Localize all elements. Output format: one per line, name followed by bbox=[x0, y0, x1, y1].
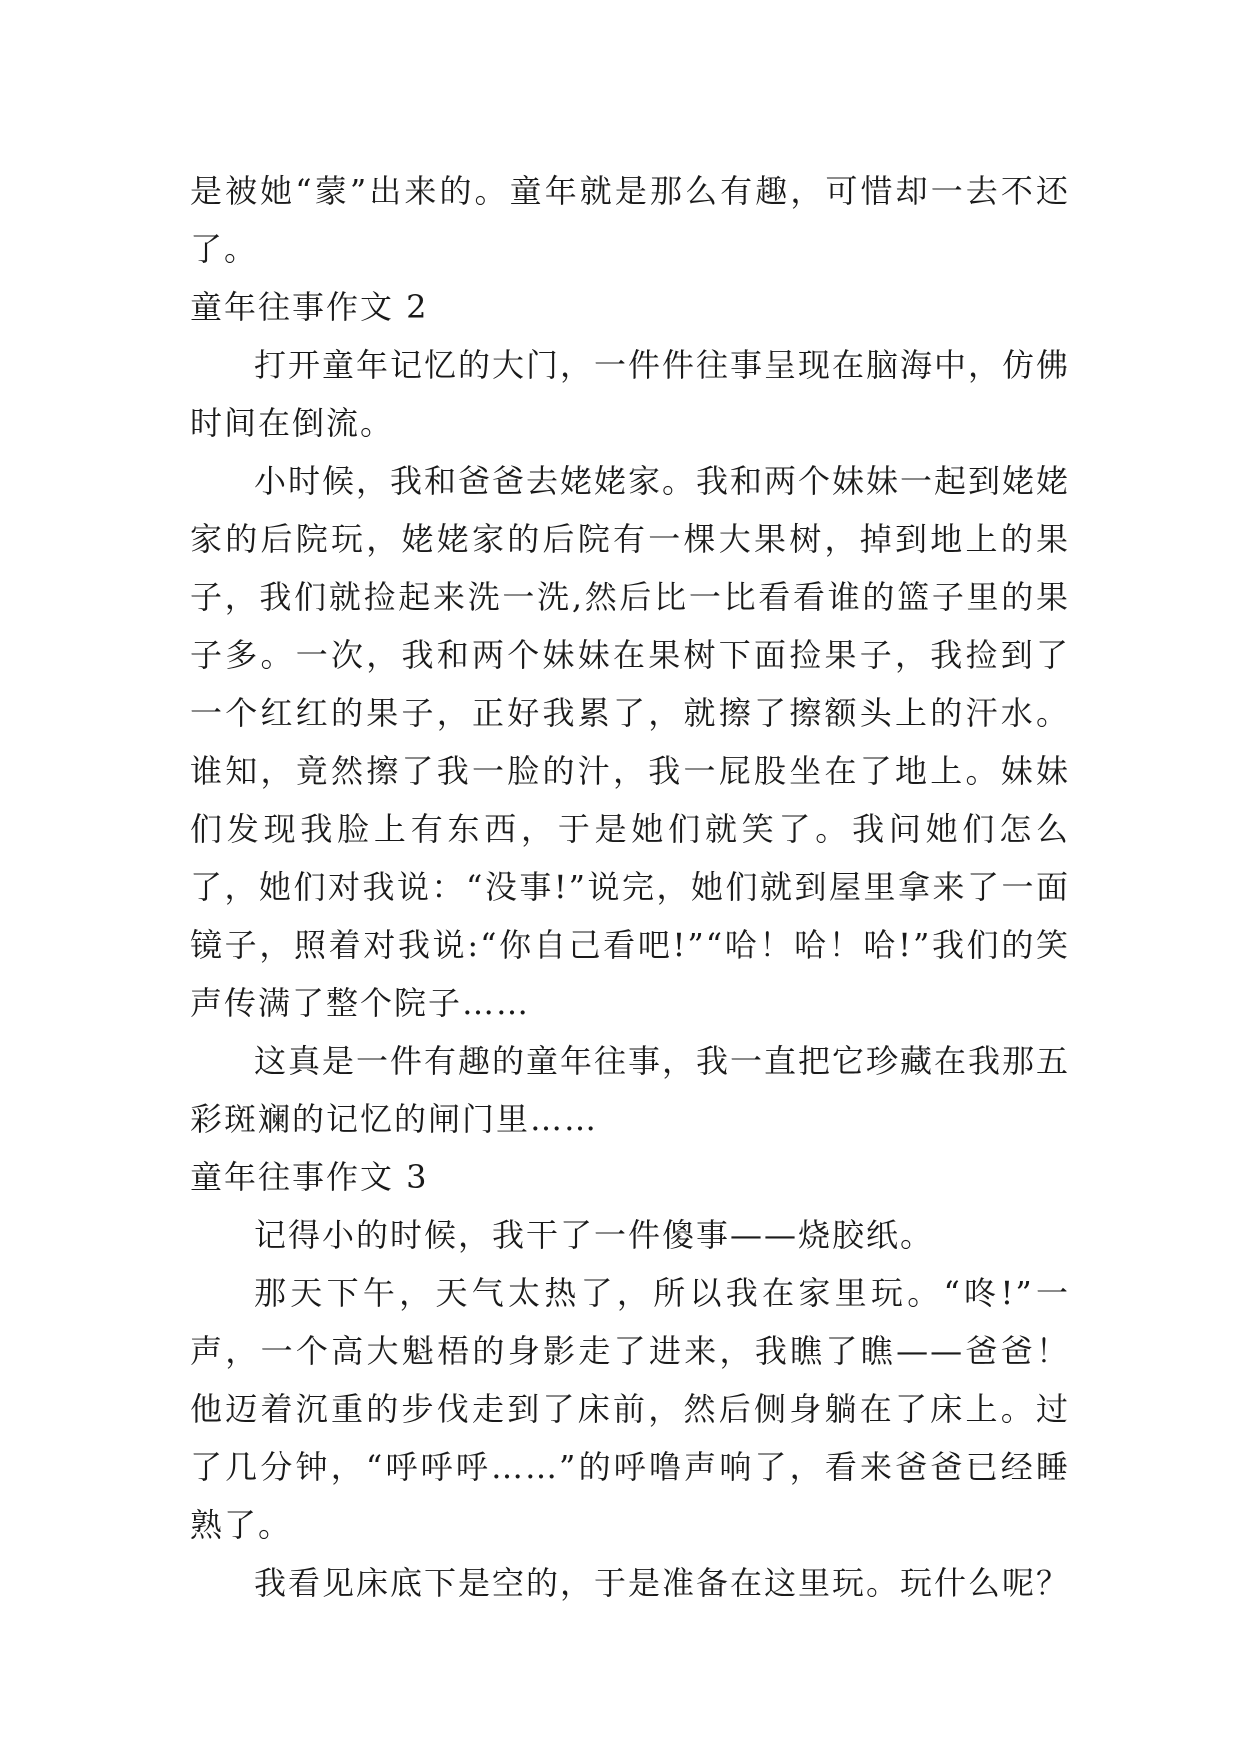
essay3-paragraph: 记得小的时候，我干了一件傻事——烧胶纸。 bbox=[254, 1216, 935, 1254]
essay3-paragraph: 我看见床底下是空的，于是准备在这里玩。玩什么呢？ bbox=[254, 1564, 1071, 1602]
essay3-paragraph: 那天下午，天气太热了，所以我在家里玩。“咚!”一声，一个高大魁梧的身影走了进来，我瞧了瞧——爸爸！他迈着沉重的步伐走到了床前，然后侧身躺在了床上。过了几分钟，“呼呼呼……”的呼噜声响了，看来爸爸已经睡熟了。 bbox=[190, 1274, 1070, 1544]
essay2-paragraph: 小时候，我和爸爸去姥姥家。我和两个妹妹一起到姥姥家的后院玩，姥姥家的后院有一棵大果树，掉到地上的果子，我们就捡起来洗一洗,然后比一比看看谁的篮子里的果子多。一次，我和两个妹妹在果树下面捡果子，我捡到了一个红红的果子，正好我累了，就擦了擦额头上的汗水。谁知，竟然擦了我一脸的汁，我一屁股坐在了地上。妹妹们发现我脸上有东西，于是她们就笑了。我问她们怎么了，她们对我说：“没事!”说完，她们就到屋里拿来了一面镜子，照着对我说:“你自己看吧!”“哈！哈！哈!”我们的笑声传满了整个院子…… bbox=[190, 462, 1071, 1022]
essay2-title: 童年往事作文 2 bbox=[190, 288, 429, 326]
essay2-paragraph: 这真是一件有趣的童年往事，我一直把它珍藏在我那五彩斑斓的记忆的闸门里…… bbox=[190, 1042, 1071, 1138]
essay2-paragraph: 打开童年记忆的大门，一件件往事呈现在脑海中，仿佛时间在倒流。 bbox=[190, 346, 1071, 442]
essay1-closing-paragraph: 是被她“蒙”出来的。童年就是那么有趣，可惜却一去不还了。 bbox=[190, 172, 1070, 268]
essay3-title: 童年往事作文 3 bbox=[190, 1158, 429, 1196]
document-body bbox=[190, 162, 1070, 1612]
